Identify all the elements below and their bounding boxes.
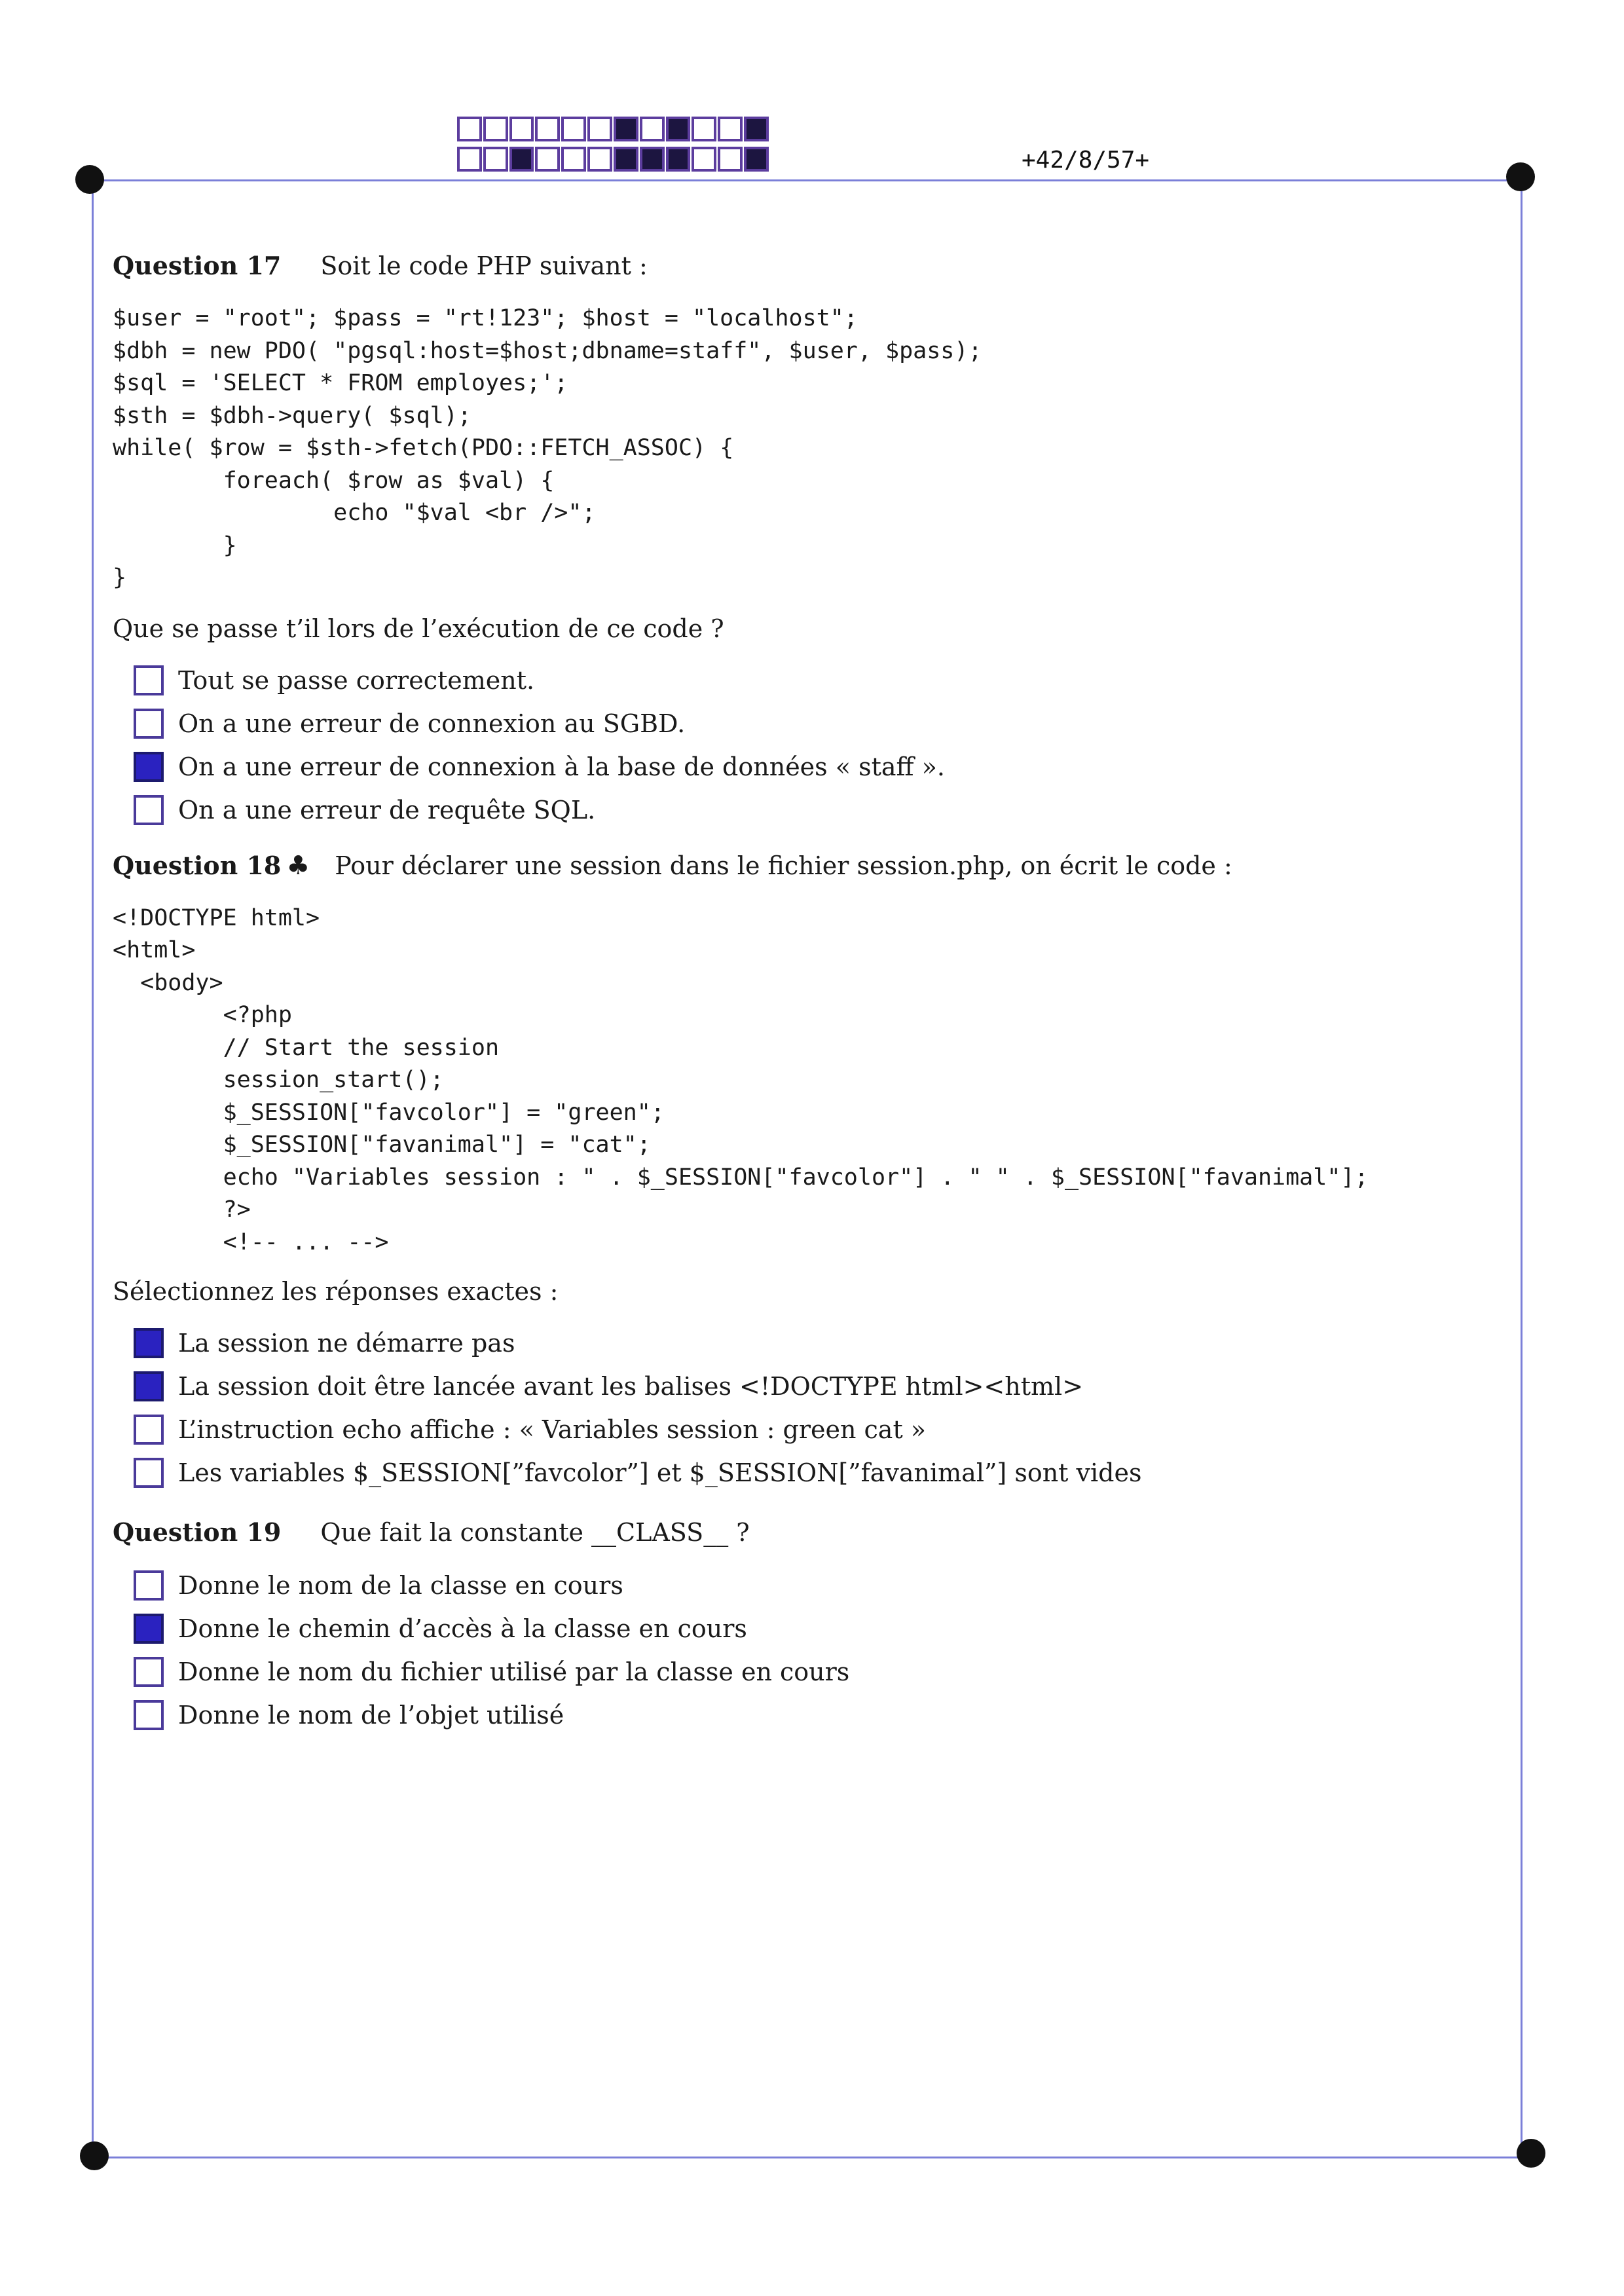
answer-checkbox[interactable] (134, 1415, 164, 1445)
page-id: +42/8/57+ (1022, 147, 1150, 174)
corner-mark-top-right (1506, 162, 1535, 191)
answer-text: La session ne démarre pas (178, 1329, 515, 1358)
answer-option[interactable] (134, 1322, 1442, 1365)
club-icon: ♣ (286, 850, 310, 881)
binary-code-cell (718, 147, 743, 172)
binary-code-cell (692, 147, 716, 172)
binary-code-cell (692, 117, 716, 141)
corner-mark-bottom-left (80, 2141, 109, 2170)
question-label: Question 18 (113, 850, 282, 880)
answer-checkbox[interactable] (134, 795, 164, 825)
binary-code-cell (744, 117, 769, 141)
binary-code-row-1 (457, 117, 770, 141)
answer-text: On a une erreur de requête SQL. (178, 795, 596, 824)
answer-option[interactable] (134, 1564, 1442, 1607)
binary-code-cell (614, 147, 638, 172)
binary-code-cell (483, 147, 508, 172)
binary-code-cell (561, 117, 586, 141)
php-code-block: <!DOCTYPE html> <html> <body> <?php // Start the session session_start(); $_SESSION["favcolor"] = "green"; $_SESSION["favanimal"] = "cat"; echo "Variables session : " . $_SESSION["favcolor"] . " " . $_SESSION["favanimal"]; ?> <!-- ... --> (113, 904, 1369, 1255)
question-header (113, 1515, 1442, 1549)
answer-checkbox[interactable] (134, 665, 164, 695)
question-header (113, 249, 1442, 283)
binary-code-cell (457, 117, 482, 141)
question-17 (113, 249, 1442, 832)
answer-checkbox[interactable] (134, 1700, 164, 1730)
binary-code-cell (666, 147, 691, 172)
binary-code-cell (587, 117, 612, 141)
binary-code-cell (744, 147, 769, 172)
answer-list (134, 1322, 1442, 1494)
question-followup: Sélectionnez les réponses exactes : (113, 1277, 559, 1306)
binary-code-cell (666, 117, 691, 141)
answer-checkbox[interactable] (134, 1371, 164, 1401)
answer-text: On a une erreur de connexion au SGBD. (178, 709, 686, 738)
corner-mark-bottom-right (1517, 2139, 1545, 2168)
answer-text: Donne le nom du fichier utilisé par la classe en cours (178, 1657, 850, 1686)
binary-code-cell (535, 147, 560, 172)
binary-code-cell (640, 147, 665, 172)
frame-bottom-line (96, 2157, 1531, 2158)
binary-code-cell (509, 147, 534, 172)
binary-code-cell (483, 117, 508, 141)
question-prompt: Soit le code PHP suivant : (320, 251, 648, 280)
frame-right-line (1521, 179, 1522, 2157)
binary-code-cell (587, 147, 612, 172)
question-label: Question 17 (113, 251, 282, 280)
answer-text: Donne le nom de l’objet utilisé (178, 1701, 564, 1730)
answer-list (134, 1564, 1442, 1737)
answer-checkbox[interactable] (134, 752, 164, 782)
binary-code-cell (457, 147, 482, 172)
answer-checkbox[interactable] (134, 709, 164, 739)
question-followup: Que se passe t’il lors de l’exécution de ce code ? (113, 614, 724, 643)
answer-option[interactable] (134, 1408, 1442, 1451)
question-prompt: Que fait la constante __CLASS__ ? (320, 1518, 750, 1547)
binary-code-cell (561, 147, 586, 172)
answer-option[interactable] (134, 702, 1442, 745)
answer-text: Les variables $_SESSION[”favcolor”] et $_SESSION[”favanimal”] sont vides (178, 1458, 1142, 1487)
answer-text: Donne le nom de la classe en cours (178, 1571, 623, 1600)
binary-code-cell (718, 117, 743, 141)
answer-text: Donne le chemin d’accès à la classe en cours (178, 1614, 747, 1643)
answer-checkbox[interactable] (134, 1458, 164, 1488)
answer-option[interactable] (134, 745, 1442, 788)
php-code-block: $user = "root"; $pass = "rt!123"; $host = "localhost"; $dbh = new PDO( "pgsql:host=$host;dbname=staff", $user, $pass); $sql = 'SELECT * FROM employes;'; $sth = $dbh->query( $sql); while( $row = $sth->fetch(PDO::FETCH_ASSOC) { foreach( $row as $val) { echo "$val <br />"; } } (113, 305, 982, 591)
answer-list (134, 659, 1442, 832)
frame-top-line (92, 179, 1523, 181)
answer-option[interactable] (134, 1650, 1442, 1694)
question-header (113, 849, 1442, 883)
binary-code-cell (614, 117, 638, 141)
answer-option[interactable] (134, 659, 1442, 702)
questions-content (113, 249, 1442, 1737)
answer-checkbox[interactable] (134, 1657, 164, 1687)
question-label: Question 19 (113, 1517, 282, 1547)
binary-code-row-2 (457, 147, 770, 172)
answer-option[interactable] (134, 1607, 1442, 1650)
question-19 (113, 1515, 1442, 1737)
binary-code-cell (509, 117, 534, 141)
answer-option[interactable] (134, 1451, 1442, 1494)
frame-left-line (92, 179, 94, 2157)
answer-checkbox[interactable] (134, 1328, 164, 1358)
answer-option[interactable] (134, 788, 1442, 832)
answer-text: La session doit être lancée avant les balises <!DOCTYPE html><html> (178, 1372, 1084, 1401)
answer-checkbox[interactable] (134, 1614, 164, 1644)
binary-code-cell (535, 117, 560, 141)
question-prompt: Pour déclarer une session dans le fichier session.php, on écrit le code : (335, 851, 1232, 880)
answer-checkbox[interactable] (134, 1570, 164, 1601)
answer-text: Tout se passe correctement. (178, 665, 535, 695)
binary-code-cell (640, 117, 665, 141)
corner-mark-top-left (75, 165, 104, 194)
question-18 (113, 849, 1442, 1495)
answer-option[interactable] (134, 1694, 1442, 1737)
answer-option[interactable] (134, 1365, 1442, 1408)
answer-text: On a une erreur de connexion à la base de données « staff ». (178, 752, 945, 781)
answer-text: L’instruction echo affiche : « Variables session : green cat » (178, 1415, 927, 1444)
